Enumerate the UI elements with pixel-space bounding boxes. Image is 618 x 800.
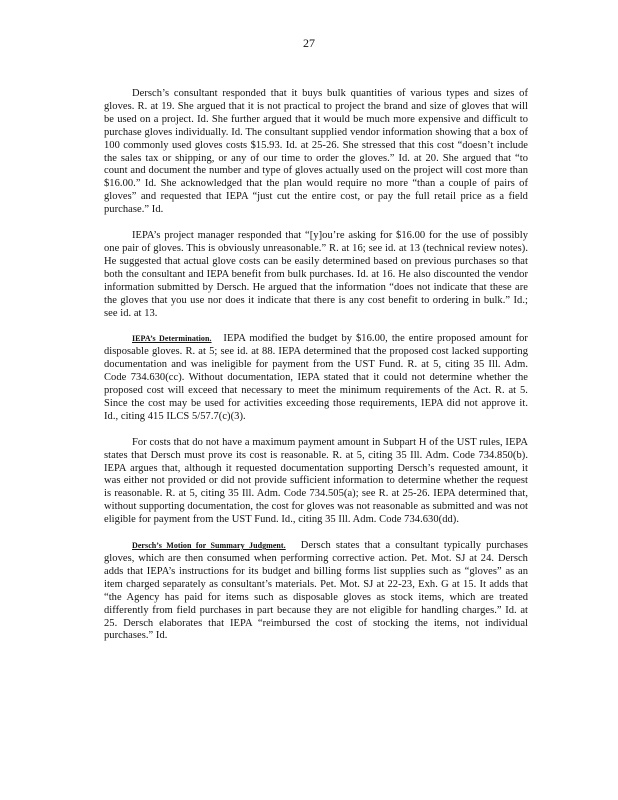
paragraph	[104, 333, 528, 423]
section-heading: Dersch’s Motion for Summary Judgment.	[132, 541, 286, 551]
paragraph-text: Dersch states that a consultant typically purchases gloves, which are then consumed when performing corrective action. Pet. Mot. SJ at 24. Dersch adds that IEPA’s instructions for its budget and billing forms list supplies such as “gloves” as an item charged separately as consultant’s materials. Pet. Mot. SJ at 22-23, Exh. G at 15. It adds that “the Agency has paid for items such as disposable gloves as stock items, which are treated differently from field purchases in part because they are not eligible for handling charges.” Id. at 25. Dersch elaborates that IEPA “reimbursed the cost of stocking the items, not individual purchases.” Id.	[104, 540, 528, 642]
paragraph	[104, 88, 528, 217]
body-text	[104, 88, 528, 656]
paragraph-text: Dersch’s consultant responded that it buys bulk quantities of various types and sizes of gloves. R. at 19. She argued that it is not practical to project the brand and size of gloves that will be used on a project. Id. She further argued that it would be much more expensive and difficult to purchase gloves individually. Id. The consultant supplied vendor information showing that a box of 100 commonly used gloves costs $15.93. Id. at 25-26. She stressed that this cost “doesn’t include the sales tax or shipping, or any of our time to order the gloves.” Id. at 20. She argued that “to count and document the number and type of gloves actually used on the project will cost more than $16.00.” Id. She acknowledged that the plan would require no more “than a couple of pairs of gloves” and requested that IEPA “just cut the entire cost, or pay the full retail price as a field purchase.” Id.	[104, 88, 528, 216]
page-number: 27	[303, 36, 315, 50]
paragraph	[104, 230, 528, 320]
paragraph	[104, 437, 528, 527]
paragraph-text: IEPA modified the budget by $16.00, the entire proposed amount for disposable gloves. R. at 5; see id. at 88. IEPA determined that the proposed cost lacked supporting documentation and was ineligible for payment from the UST Fund. R. at 5, citing 35 Ill. Adm. Code 734.630(cc). Without documentation, IEPA stated that it could not determine whether the proposed cost will exceed that necessary to meet the minimum requirements of the Act. R. at 5. Since the cost may be used for activities exceeding those requirements, IEPA did not approve it. Id., citing 415 ILCS 5/57.7(c)(3).	[104, 333, 528, 422]
section-heading: IEPA’s Determination.	[132, 334, 212, 344]
paragraph-text: IEPA’s project manager responded that “[y]ou’re asking for $16.00 for the use of possibly one pair of gloves. This is obviously unreasonable.” R. at 16; see id. at 13 (technical review notes). He suggested that actual glove costs can be easily determined based on previous purchases so that both the consultant and IEPA benefit from bulk purchases. Id. at 16. He also discounted the vendor information submitted by Dersch. He argued that the information “does not indicate that these are the gloves that you use nor does it indicate that there is any cost benefit to ordering in bulk.” Id.; see id. at 13.	[104, 230, 528, 319]
paragraph-text: For costs that do not have a maximum payment amount in Subpart H of the UST rules, IEPA states that Dersch must prove its cost is reasonable. R. at 5, citing 35 Ill. Adm. Code 734.850(b). IEPA argues that, although it requested documentation supporting Dersch’s requested amount, it was either not provided or did not provide sufficient information to determine whether the request is reasonable. R. at 5, citing 35 Ill. Adm. Code 734.505(a); see R. at 25-26. IEPA determined that, without supporting documentation, the cost for gloves was not reasonable as submitted and was not eligible for payment from the UST Fund. Id., citing 35 Ill. Adm. Code 734.630(dd).	[104, 436, 528, 526]
paragraph	[104, 540, 528, 643]
